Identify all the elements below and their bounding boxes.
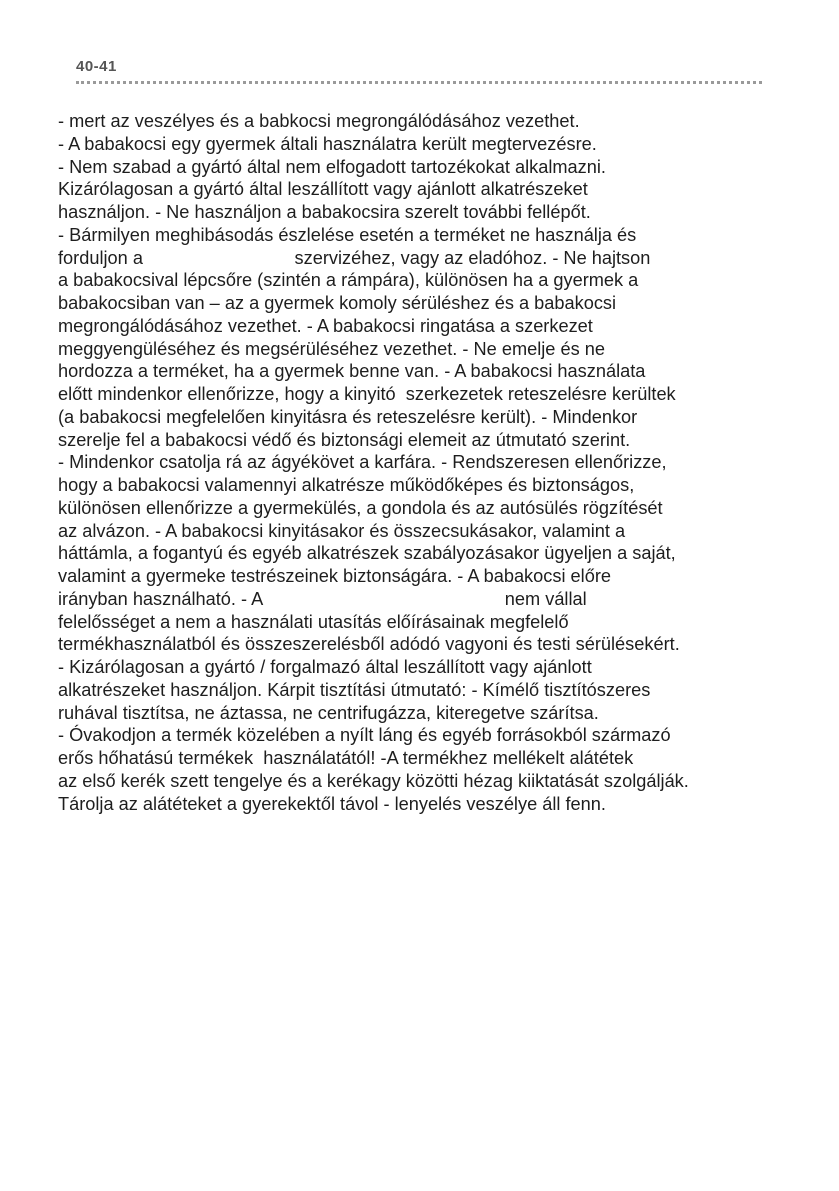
text-line: - A babakocsi egy gyermek általi használatra került megtervezésre. [58, 133, 597, 154]
text-line: - Óvakodjon a termék közelében a nyílt láng és egyéb forrásokból származó [58, 725, 671, 746]
text-line: - Nem szabad a gyártó által nem elfogadott tartozékokat alkalmazni. [58, 156, 606, 177]
instructions-text [58, 110, 798, 815]
text-line: - Mindenkor csatolja rá az ágyékövet a karfára. - Rendszeresen ellenőrizze, [58, 452, 667, 473]
text-line: valamint a gyermeke testrészeinek biztonságára. - A babakocsi előre [58, 566, 611, 586]
text-line: - mert az veszélyes és a babkocsi megrongálódásához vezethet. [58, 111, 580, 131]
text-line: alkatrészeket használjon. Kárpit tisztítási útmutató: - Kímélő tisztítószeres [58, 679, 651, 700]
text-line: hogy a babakocsi valamennyi alkatrésze működőképes és biztonságos, [58, 475, 635, 495]
text-line: az első kerék szett tengelye és a kerékagy közötti hézag kiiktatását szolgálják. [58, 770, 689, 791]
text-line: babakocsiban van – az a gyermek komoly sérüléshez és a babakocsi [58, 293, 617, 313]
text-line: - Bármilyen meghibásodás észlelése esetén a terméket ne használja és [58, 224, 637, 245]
text-line: a babakocsival lépcsőre (szintén a rámpára), különösen ha a gyermek a [58, 270, 639, 291]
dotted-divider [76, 81, 762, 84]
text-line: erős hőhatású termékek használatától! -A termékhez mellékelt alátétek [58, 748, 634, 768]
text-line: termékhasználatból és összeszerelésből adódó vagyoni és testi sérülésekért. [58, 634, 680, 655]
text-line: háttámla, a fogantyú és egyéb alkatrészek szabályozásakor ügyeljen a saját, [58, 543, 676, 564]
page-number: 40-41 [76, 58, 117, 75]
text-line: - Kizárólagosan a gyártó / forgalmazó által leszállított vagy ajánlott [58, 657, 592, 677]
text-line: ruhával tisztítsa, ne áztassa, ne centrifugázza, kiteregetve szárítsa. [58, 702, 599, 723]
text-line: felelősséget a nem a használati utasítás előírásainak megfelelő [58, 611, 569, 632]
text-line: különösen ellenőrizze a gyermekülés, a gondola és az autósülés rögzítését [58, 497, 663, 518]
text-line: megrongálódásához vezethet. - A babakocsi ringatása a szerkezet [58, 315, 593, 336]
text-line: irányban használható. - A nem vállal [58, 588, 587, 609]
text-line: hordozza a terméket, ha a gyermek benne van. - A babakocsi használata [58, 361, 646, 382]
text-line: (a babakocsi megfelelően kinyitásra és reteszelésre került). - Mindenkor [58, 406, 638, 427]
text-line: szerelje fel a babakocsi védő és biztonsági elemeit az útmutató szerint. [58, 429, 631, 450]
text-line: Tárolja az alátéteket a gyerekektől távol - lenyelés veszélye áll fenn. [58, 793, 606, 814]
text-line: előtt mindenkor ellenőrizze, hogy a kinyitó szerkezetek reteszelésre kerültek [58, 384, 676, 404]
text-line: meggyengüléséhez és megsérüléséhez vezethet. - Ne emelje és ne [58, 338, 605, 359]
text-line: forduljon a szervizéhez, vagy az eladóhoz. - Ne hajtson [58, 247, 651, 268]
text-line: az alvázon. - A babakocsi kinyitásakor és összecsukásakor, valamint a [58, 520, 626, 541]
text-line: Kizárólagosan a gyártó által leszállított vagy ajánlott alkatrészeket [58, 179, 588, 200]
text-line: használjon. - Ne használjon a babakocsira szerelt további fellépőt. [58, 202, 591, 222]
